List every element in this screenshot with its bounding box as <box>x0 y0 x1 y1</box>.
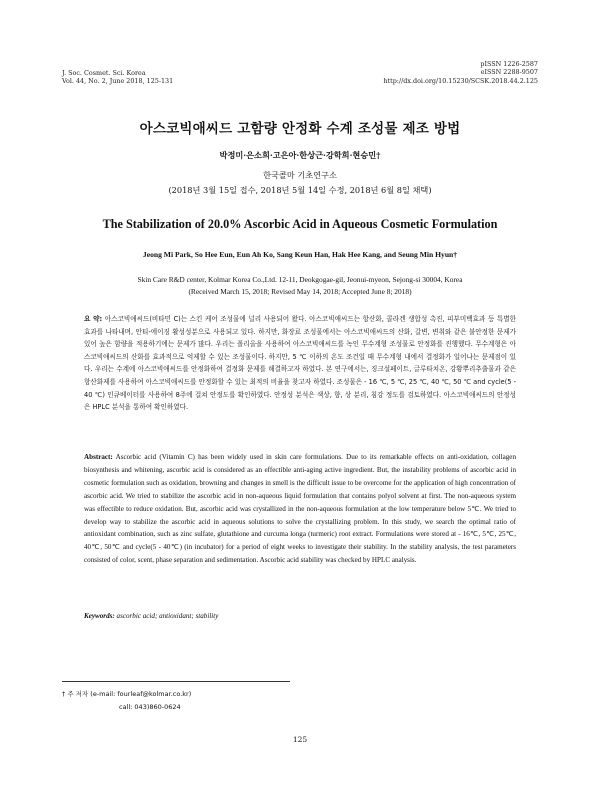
abstract-english <box>84 451 516 567</box>
pissn: pISSN 1226-2587 <box>480 60 538 68</box>
abstract-english-text: Ascorbic acid (Vitamin C) has been widely used in skin care formulations. Due to its remarkable effects on anti-oxidation, collagen biosynthesis and whitening, ascorbic acid is considered as an effectible anti-aging active ingredient. But, the instability problems of ascorbic acid in cosmetic formulation such as oxidation, browning and changes in smell is the difficult issue to be overcome for the application of high concentration of ascorbic acid. We tried to stabilize the ascorbic acid in non-aqueous liquid formulation that contains polyol solvent at first. The non-aqueous system was effectible to reduce oxidation. But, ascorbic acid was crystallized in the non-aqueous formulation at the low temperature below 5℃. We tried to develop way to stabilize the ascorbic acid in aqueous solutions to solve the crystallizing problem. In this study, we search the optimal ratio of antioxidant combination, such as zinc sulfate, glutathione and curcuma longa (turmeric) root extract. Formulations were stored at - 16℃, 5℃, 25℃, 40℃, 50℃ and cycle(5 - 40℃) (in incubator) for a period of eight weeks to investigate their stability. In the stability analysis, the test parameters consisted of color, scent, phase separation and sedimentation. Ascorbic acid stability was checked by HPLC analysis. <box>84 453 516 565</box>
journal-name: J. Soc. Cosmet. Sci. Korea <box>62 69 146 77</box>
keywords-label: Keywords: <box>84 612 115 620</box>
journal-volume: Vol. 44, No. 2, June 2018, 125-131 <box>62 77 174 86</box>
keywords <box>84 612 218 620</box>
title-korean: 아스코빅애씨드 고함량 안정화 수계 조성물 제조 방법 <box>139 121 461 137</box>
page-number: 125 <box>292 735 308 744</box>
dates-korean: (2018년 3월 15일 접수, 2018년 5월 14일 수정, 2018년 6월 8일 채택) <box>168 185 432 195</box>
footnote-divider <box>62 681 290 682</box>
eissn: eISSN 2288-9507 <box>480 68 538 77</box>
affiliation-korean: 한국콜마 기초연구소 <box>263 170 337 180</box>
keywords-text: ascorbic acid; antioxidant; stability <box>114 612 219 620</box>
affiliation-english: Skin Care R&D center, Kolmar Korea Co.,Ltd. 12-11, Deokgogae-gil, Jeonui-myeon, Sejong-si 30004, Korea <box>137 275 463 284</box>
journal-header-right <box>383 60 538 85</box>
affiliation-english-block <box>0 274 600 298</box>
abstract-korean-text: 아스코빅애씨드(비타민 C)는 스킨 케어 조성물에 널리 사용되어 왔다. 아스코빅애씨드는 항산화, 콜라겐 생합성 촉진, 피부미백효과 등 특별한 효과를 나타내며, 안티-에이징 활성성분으로 사용되고 있다. 하지만, 화장료 조성물에서는 아스코빅애씨드의 산화, 갈변, 변취와 같은 불안정한 문제가 있어 높은 함량을 적용하기에는 문제가 많다. 우리는 폴리올을 사용하여 아스코빅애씨드를 녹인 무수계형 조성물로 안정화를 진행했다. 무수계형은 아스코빅애씨드의 산화를 효과적으로 억제할 수 있는 조성물이다. 하지만, 5 ℃ 이하의 온도 조건일 때 무수계형 내에서 결정화가 일어나는 문제점이 있다. 우리는 수계에 아스코빅애씨드를 안정화하여 결정화 문제를 해결하고자 하였다. 본 연구에서는, 징크설페이트, 글루타치온, 강황뿌리추출물과 같은 항산화제를 사용하여 아스코빅애씨드를 안정화할 수 있는 최적의 비율을 찾고자 하였다. 조성물은 - 16 ℃, 5 ℃, 25 ℃, 40 ℃, 50 ℃ and cycle(5 - 40 ℃) 인큐베이터를 사용하여 8주에 걸쳐 안정도를 확인하였다. 안정성 분석은 색상, 향, 상 분리, 침강 정도를 검토하였다. 아스코빅애씨드의 안정성은 HPLC 분석을 통하여 확인하였다. <box>84 315 517 412</box>
footnote <box>62 688 191 713</box>
authors-english: Jeong Mi Park, So Hee Eun, Eun Ah Ko, Sang Keun Han, Hak Hee Kang, and Seung Min Hyun† <box>142 250 458 259</box>
footnote-phone: call: 043)860-0624 <box>119 702 181 711</box>
abstract-korean-label: 요 약: <box>84 315 103 323</box>
authors-korean: 박정미·은소희·고은아·한상근·강학희·현승민† <box>219 150 381 160</box>
journal-header-left <box>62 69 173 86</box>
footnote-email: † 주 저자 (e-mail: fourleaf@kolmar.co.kr) <box>62 690 192 698</box>
title-english: The Stabilization of 20.0% Ascorbic Acid in Aqueous Cosmetic Formulation <box>102 217 498 231</box>
abstract-korean <box>84 313 516 414</box>
doi-link[interactable]: http://dx.doi.org/10.15230/SCSK.2018.44.2.125 <box>383 76 538 85</box>
abstract-english-label: Abstract: <box>84 453 113 461</box>
dates-english: (Received March 15, 2018; Revised May 14, 2018; Accepted June 8; 2018) <box>188 287 412 296</box>
